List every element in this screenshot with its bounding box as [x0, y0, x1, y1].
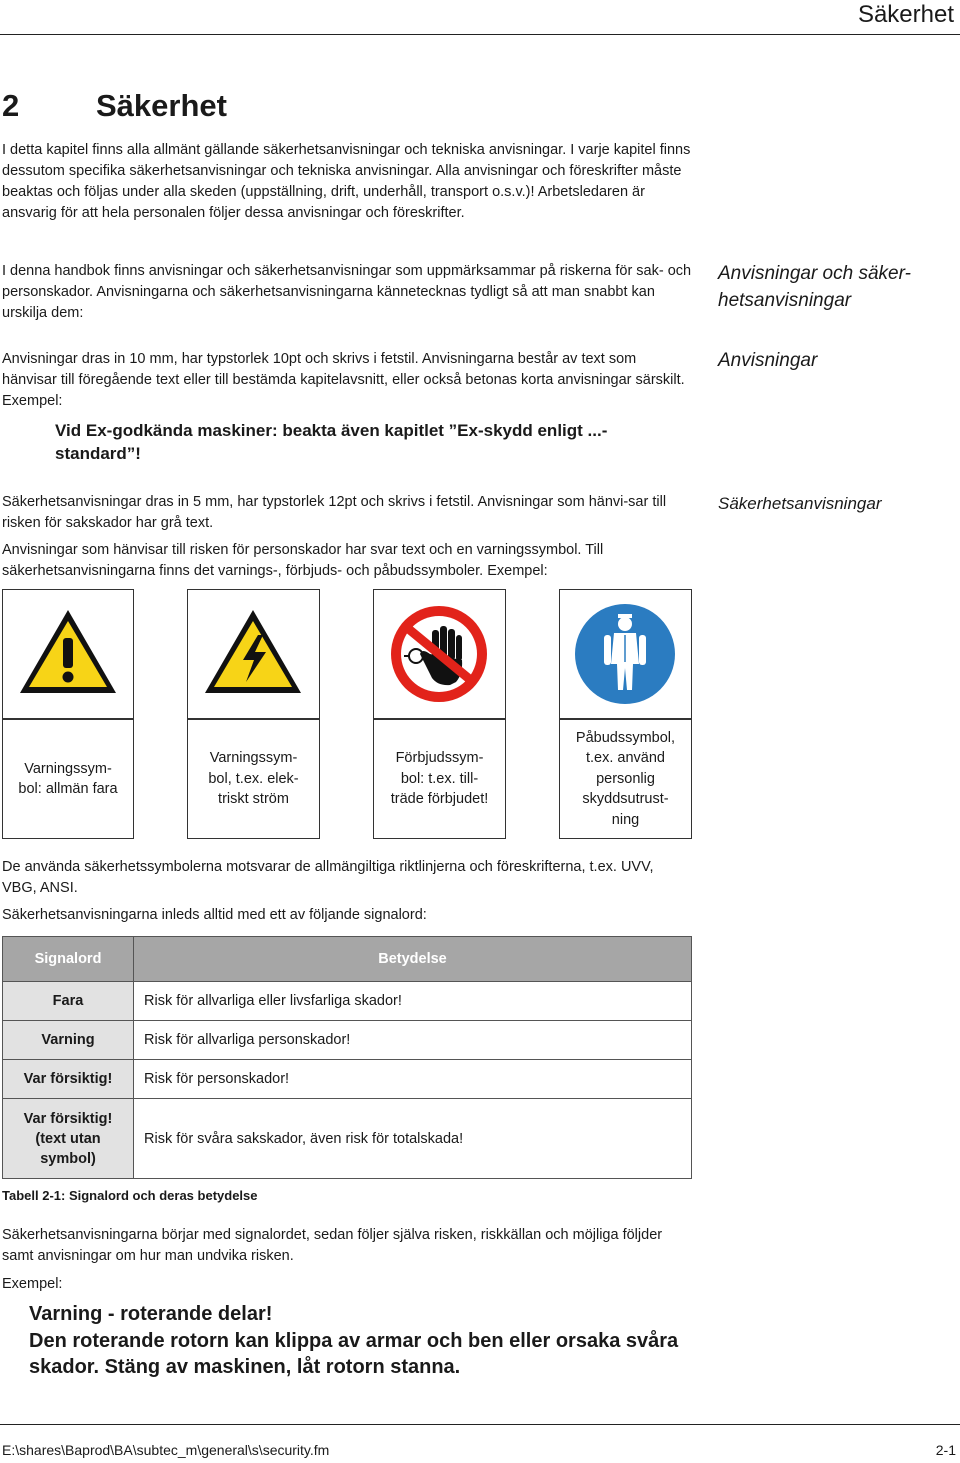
table-intro: Säkerhetsanvisningarna inleds alltid med ett av följande signalord:: [2, 907, 427, 923]
handbook-paragraph: I denna handbok finns anvisningar och säkerhetsanvisningar som uppmärksammar på riskerna för sak- och personskador. Anvisningarna och säkerhetsanvisningarna kännetecknas tydligt så att man snabbt kan urskilja dem:: [2, 263, 692, 321]
running-title: Säkerhet: [857, 1, 954, 28]
signal-meaning: Risk för personskador!: [134, 1060, 692, 1099]
header-rule: [0, 34, 960, 35]
example-label: Exempel:: [2, 1276, 63, 1292]
chapter-number: 2: [2, 88, 20, 123]
symbol-caption-electric-warning: Varningssym-bol, t.ex. elek-triskt ström: [187, 719, 320, 839]
table-header-betydelse: Betydelse: [134, 937, 692, 982]
sakerhet-paragraph-1: Säkerhetsanvisningar dras in 5 mm, har typstorlek 12pt och skrivs i fetstil. Anvisningar som hänvi-sar till risken för sakskador har grå text.: [2, 494, 667, 531]
signal-meaning: Risk för allvarliga eller livsfarliga skador!: [134, 982, 692, 1021]
symbol-box-mandatory: [559, 589, 692, 719]
table-row: [3, 1021, 692, 1060]
table-caption: Tabell 2-1: Signalord och deras betydelse: [2, 1188, 258, 1203]
symbol-box-electric-warning: [187, 589, 320, 719]
symbol-caption-prohibition: Förbjudssym-bol: t.ex. till-träde förbjudet!: [373, 719, 506, 839]
side-label-anvisningar-sakerhet: Anvisningar och säker-hetsanvisningar: [718, 263, 911, 311]
example-warning-title: Varning - roterande delar!: [29, 1303, 273, 1325]
chapter-title: Säkerhet: [96, 88, 227, 123]
side-label-anvisningar: Anvisningar: [718, 350, 818, 371]
closing-paragraph: Säkerhetsanvisningarna börjar med signalordet, sedan följer själva risken, riskkällan och möjliga följder samt anvisningar om hur man undvika risken.: [2, 1227, 663, 1264]
footer-rule: [0, 1424, 960, 1425]
symbol-box-general-warning: [2, 589, 134, 719]
table-header-row: [3, 937, 692, 982]
intro-paragraph: I detta kapitel finns alla allmänt gällande säkerhetsanvisningar och tekniska anvisningar. I varje kapitel finns dessutom specifika säkerhetsanvisningar och tekniska anvisningar. Alla anvisningar och föreskrifter måste beaktas och följas under alla skeden (uppställning, drift, underhåll, transport o.s.v.)! Arbetsledaren är ansvarig för att hela personalen följer dessa anvisningar och föreskrifter.: [2, 142, 691, 221]
footer-path: E:\shares\Baprod\BA\subtec_m\general\s\security.fm: [2, 1442, 330, 1458]
table-header-signalord: Signalord: [3, 937, 134, 982]
general-warning-icon: [3, 590, 133, 718]
table-row: [3, 1060, 692, 1099]
anvisningar-paragraph: Anvisningar dras in 10 mm, har typstorlek 10pt och skrivs i fetstil. Anvisningarna består av text som hänvisar till föregående text eller till bestämda kapitelavsnitt, eller också betonas korta anvisningar särskilt. Exempel:: [2, 351, 685, 409]
sakerhet-paragraph-2: Anvisningar som hänvisar till risken för personskador har svar text och en varningssymbol. Till säkerhetsanvisningarna finns det varnings-, förbjuds- och påbudssymboler. Exempel:: [2, 542, 604, 579]
signal-word: Varning: [3, 1021, 134, 1060]
chapter-heading: [2, 86, 227, 126]
symbol-caption-mandatory: Påbudssymbol, t.ex. använd personlig skyddsutrust-ning: [559, 719, 692, 839]
footer-page-number: 2-1: [935, 1442, 956, 1458]
symbol-box-prohibition: [373, 589, 506, 719]
signal-word-table: [2, 936, 692, 1179]
no-access-icon: [374, 590, 505, 718]
symbols-standards-paragraph: De använda säkerhetssymbolerna motsvarar de allmängiltiga riktlinjerna och föreskrifterna, t.ex. UVV, VBG, ANSI.: [2, 859, 654, 896]
signal-word: Fara: [3, 982, 134, 1021]
anvisning-example: Vid Ex-godkända maskiner: beakta även kapitlet ”Ex-skydd enligt ...-standard”!: [55, 421, 608, 463]
signal-word: Var försiktig!: [3, 1060, 134, 1099]
signal-word: Var försiktig! (text utan symbol): [3, 1099, 134, 1179]
signal-meaning: Risk för svåra sakskador, även risk för totalskada!: [134, 1099, 692, 1179]
signal-meaning: Risk för allvarliga personskador!: [134, 1021, 692, 1060]
symbol-caption-general-warning: Varningssym-bol: allmän fara: [2, 719, 134, 839]
example-warning-text: Den roterande rotorn kan klippa av armar och ben eller orsaka svåra skador. Stäng av maskinen, låt rotorn stanna.: [29, 1330, 679, 1378]
table-row: [3, 1099, 692, 1179]
table-row: [3, 982, 692, 1021]
protective-clothing-icon: [560, 590, 691, 718]
side-label-sakerhetsanvisningar: Säkerhetsanvisningar: [718, 494, 882, 513]
electric-warning-icon: [188, 590, 319, 718]
